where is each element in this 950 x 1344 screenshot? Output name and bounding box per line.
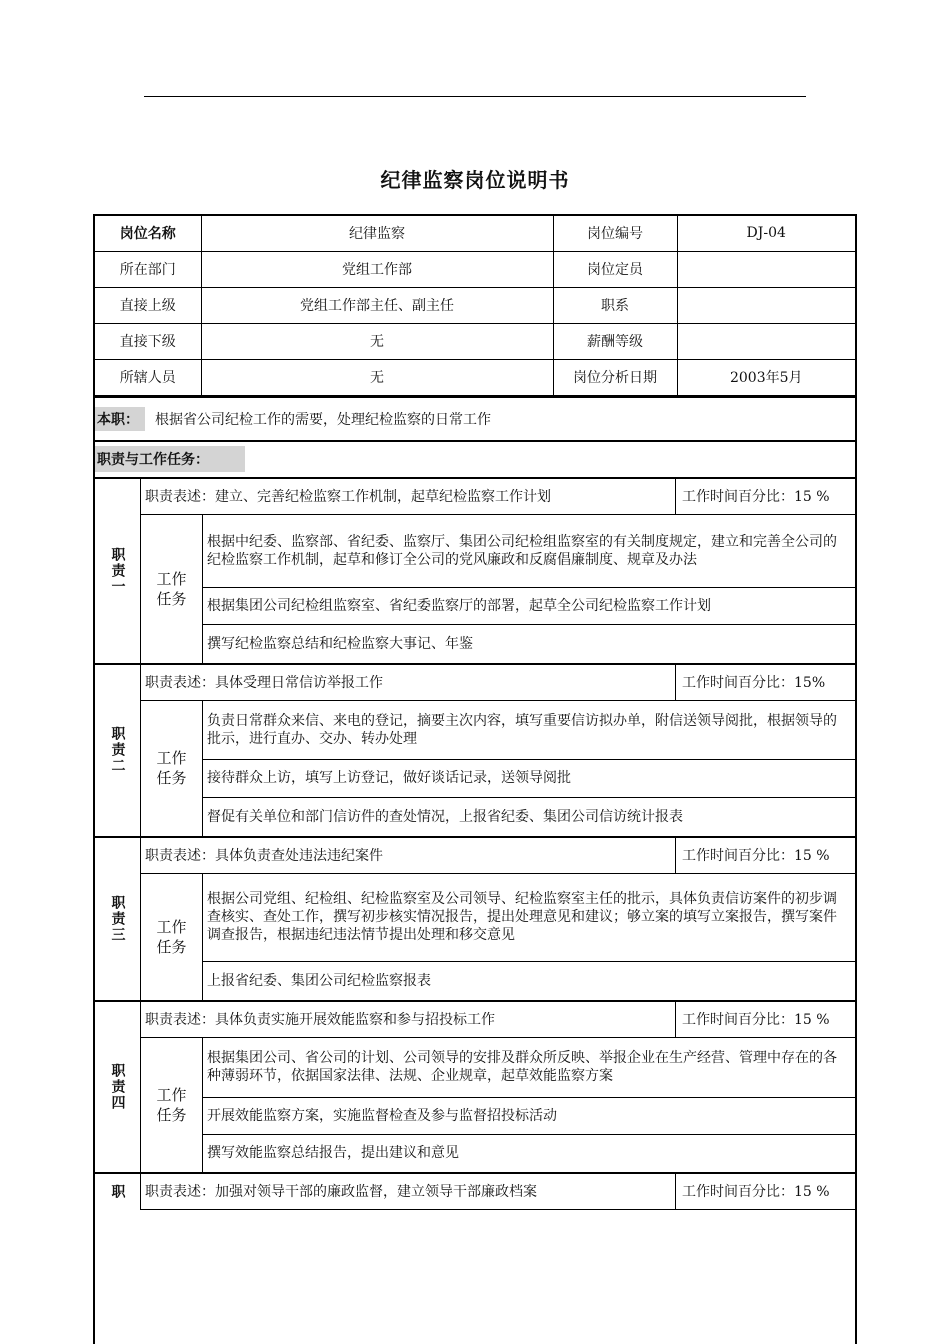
job-summary-label: 本职： — [95, 407, 145, 431]
duty-name: 职责四 — [109, 1062, 126, 1111]
duty-description-row — [141, 1174, 855, 1210]
duty-body — [141, 479, 855, 663]
info-row — [95, 251, 855, 287]
duty-name-cell — [95, 1002, 141, 1172]
task-item: 接待群众上访，填写上访登记，做好谈话记录，送领导阅批 — [203, 760, 855, 798]
duty-body — [141, 838, 855, 1000]
info-value: DJ-04 — [677, 216, 855, 251]
task-item: 撰写效能监察总结报告，提出建议和意见 — [207, 1145, 459, 1161]
duty-block — [95, 838, 855, 1002]
basic-info-table — [95, 216, 855, 396]
duty-description-row — [141, 1002, 855, 1038]
info-row — [95, 287, 855, 323]
info-value: 纪律监察 — [201, 216, 553, 251]
duty-name-cell — [95, 479, 141, 663]
work-tasks-label: 工作 任务 — [141, 874, 203, 1000]
work-tasks-label: 工作 任务 — [141, 1038, 203, 1172]
info-row — [95, 216, 855, 251]
task-item: 根据中纪委、监察部、省纪委、监察厅、集团公司纪检组监察室的有关制度规定，建立和完善全公司的纪检监察工作机制，起草和修订全公司的党风廉政和反腐倡廉制度、规章及办法 — [203, 515, 855, 588]
task-item: 根据公司党组、纪检组、纪检监察室及公司领导、纪检监察室主任的批示，具体负责信访案件的初步调查核实、查处工作，撰写初步核实情况报告，提出处理意见和建议；够立案的填写立案报告，撰写案件调查报告，根据违纪违法情节提出处理和移交意见 — [203, 874, 855, 962]
info-value: 2003年5月 — [677, 359, 855, 395]
duty-name-cell — [95, 1174, 141, 1210]
task-item: 撰写纪检监察总结和纪检监察大事记、年鉴 — [207, 635, 473, 652]
info-value — [677, 251, 855, 287]
info-value: 无 — [201, 323, 553, 359]
duty-tasks — [141, 701, 855, 836]
info-label: 职系 — [553, 287, 677, 323]
job-summary — [95, 396, 855, 442]
duty-name: 职责三 — [109, 894, 126, 943]
duty-name: 职责一 — [109, 546, 126, 595]
duty-body — [141, 1174, 855, 1210]
duty-description-row — [141, 665, 855, 701]
duty-description: 职责表述：具体受理日常信访举报工作 — [145, 675, 383, 691]
work-time-percentage: 工作时间百分比：15 % — [675, 1002, 855, 1037]
job-summary-text: 根据省公司纪检工作的需要，处理纪检监察的日常工作 — [155, 411, 491, 428]
task-item: 负责日常群众来信、来电的登记，摘要主次内容，填写重要信访拟办单，附信送领导阅批，根据领导的批示，进行直办、交办、转办处理 — [203, 701, 855, 760]
info-row — [95, 359, 855, 395]
duty-block — [95, 1174, 855, 1210]
duty-description: 职责表述：具体负责实施开展效能监察和参与招投标工作 — [145, 1012, 495, 1028]
duty-name: 职责二 — [109, 726, 126, 774]
info-value: 党组工作部主任、副主任 — [201, 287, 553, 323]
duties-section — [95, 479, 855, 1210]
duty-body — [141, 665, 855, 836]
duty-body — [141, 1002, 855, 1172]
work-time-percentage: 工作时间百分比：15% — [675, 665, 855, 700]
info-label: 所辖人员 — [95, 359, 201, 395]
task-item: 开展效能监察方案，实施监督检查及参与监督招投标活动 — [203, 1098, 855, 1135]
info-value: 党组工作部 — [201, 251, 553, 287]
duty-tasks — [141, 874, 855, 1000]
duty-description: 职责表述：具体负责查处违法违纪案件 — [145, 848, 383, 864]
duty-tasks — [141, 1038, 855, 1172]
duty-block — [95, 479, 855, 665]
work-time-percentage: 工作时间百分比：15 % — [675, 838, 855, 873]
info-value — [677, 323, 855, 359]
work-time-percentage: 工作时间百分比：15 % — [675, 1174, 855, 1209]
duties-heading — [95, 442, 855, 479]
duty-description-row — [141, 838, 855, 874]
duty-name-cell — [95, 665, 141, 836]
work-tasks-label: 工作 任务 — [141, 701, 203, 836]
task-item: 督促有关单位和部门信访件的查处情况，上报省纪委、集团公司信访统计报表 — [207, 808, 683, 825]
task-list — [203, 1038, 855, 1172]
header-rule — [144, 96, 806, 97]
duty-description-row — [141, 479, 855, 515]
duty-description: 职责表述：加强对领导干部的廉政监督，建立领导干部廉政档案 — [145, 1184, 537, 1200]
duty-block — [95, 1002, 855, 1174]
task-item: 根据集团公司、省公司的计划、公司领导的安排及群众所反映、举报企业在生产经营、管理中存在的各种薄弱环节，依据国家法律、法规、企业规章，起草效能监察方案 — [203, 1038, 855, 1098]
duties-heading-label: 职责与工作任务： — [95, 446, 245, 472]
task-item: 根据集团公司纪检组监察室、省纪委监察厅的部署，起草全公司纪检监察工作计划 — [203, 588, 855, 625]
info-label: 薪酬等级 — [553, 323, 677, 359]
info-value: 无 — [201, 359, 553, 395]
info-label: 直接下级 — [95, 323, 201, 359]
task-list — [203, 701, 855, 836]
task-list — [203, 515, 855, 663]
info-label: 岗位定员 — [553, 251, 677, 287]
info-label: 岗位分析日期 — [553, 359, 677, 395]
info-value — [677, 287, 855, 323]
duty-name-cell — [95, 838, 141, 1000]
info-label: 岗位名称 — [95, 216, 201, 251]
info-label: 直接上级 — [95, 287, 201, 323]
info-label: 岗位编号 — [553, 216, 677, 251]
job-description-sheet — [93, 214, 857, 1344]
document-title: 纪律监察岗位说明书 — [380, 168, 570, 192]
duty-block — [95, 665, 855, 838]
info-row — [95, 323, 855, 359]
duty-tasks — [141, 515, 855, 663]
duty-description: 职责表述：建立、完善纪检监察工作机制，起草纪检监察工作计划 — [145, 489, 551, 505]
task-list — [203, 874, 855, 1000]
info-label: 所在部门 — [95, 251, 201, 287]
work-time-percentage: 工作时间百分比：15 % — [675, 479, 855, 514]
work-tasks-label: 工作 任务 — [141, 515, 203, 663]
task-item: 上报省纪委、集团公司纪检监察报表 — [207, 972, 431, 989]
duty-name: 职 — [109, 1183, 126, 1200]
